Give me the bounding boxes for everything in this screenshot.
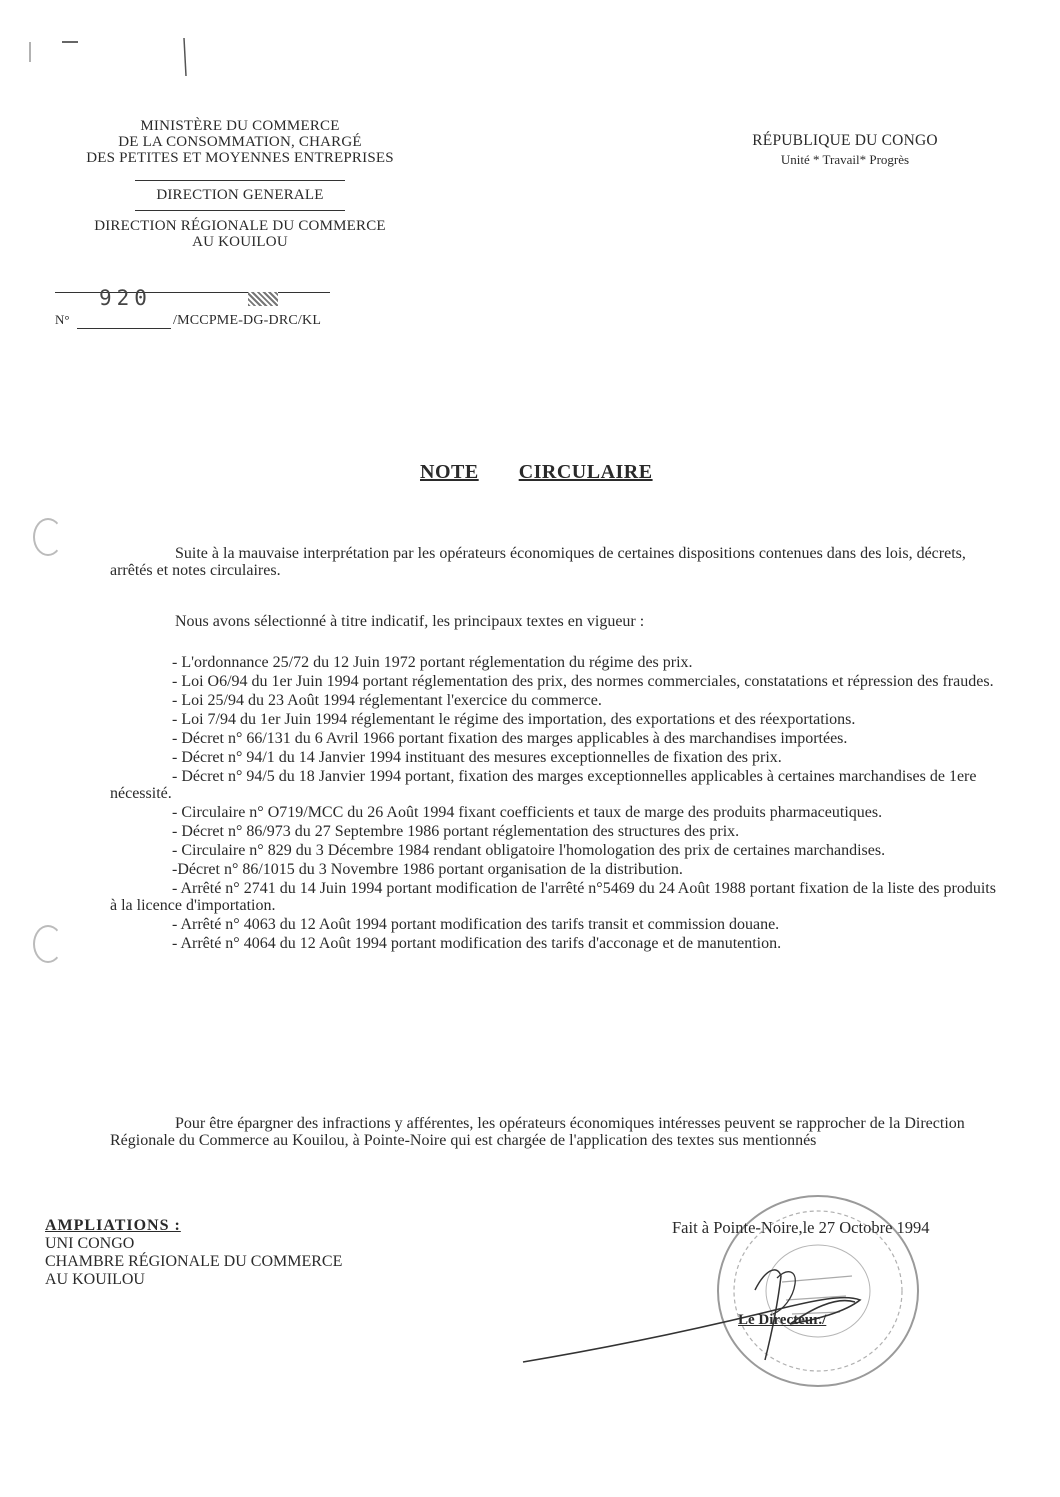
place-and-date: Fait à Pointe-Noire,le 27 Octobre 1994 (672, 1218, 930, 1237)
small-stamp-mark (248, 292, 278, 306)
intro-paragraph: Suite à la mauvaise interprétation par les opérateurs économiques de certaines dispositions contenues dans des lois, décrets, arrêtés et notes circulaires. (110, 545, 966, 579)
ministry-line-2: DE LA CONSOMMATION, CHARGÉ (118, 134, 362, 150)
list-item: - Arrêté n° 2741 du 14 Juin 1994 portant modification de l'arrêté n°5469 du 24 Août 1988 portant fixation de la liste des produits à la licence d'importation. (110, 880, 996, 914)
list-item: - Décret n° 94/1 du 14 Janvier 1994 instituant des mesures exceptionnelles de fixation des prix. (172, 749, 782, 766)
title-word-circulaire: CIRCULAIRE (518, 461, 653, 483)
ampliation-line: UNI CONGO (45, 1235, 135, 1252)
list-item: - L'ordonnance 25/72 du 12 Juin 1972 portant réglementation du régime des prix. (172, 654, 693, 671)
number-prefix: N° (55, 312, 70, 327)
texts-list (110, 654, 1000, 952)
list-item: - Circulaire n° O719/MCC du 26 Août 1994 fixant coefficients et taux de marge des produits pharmaceutiques. (172, 804, 883, 821)
punch-hole (33, 518, 63, 556)
ampliation-line: CHAMBRE RÉGIONALE DU COMMERCE (45, 1253, 343, 1270)
document-number: 920 (99, 286, 152, 310)
ministry-header (40, 118, 440, 250)
scan-marks (18, 28, 198, 98)
republic-header (720, 132, 970, 168)
ampliations-block (45, 1217, 342, 1289)
selection-sentence: Nous avons sélectionné à titre indicatif, les principaux textes en vigueur : (175, 613, 645, 630)
list-item: - Décret n° 86/973 du 27 Septembre 1986 portant réglementation des structures des prix. (172, 823, 740, 840)
ampliations-heading: AMPLIATIONS : (45, 1217, 181, 1234)
reference-code: /MCCPME-DG-DRC/KL (173, 313, 322, 328)
closing-paragraph: Pour être épargner des infractions y afférentes, les opérateurs économiques intéresses peuvent se rapprocher de la Direction Régionale du Commerce au Kouilou, à Pointe-Noire qui est chargée de l'application des textes sus mentionnés (110, 1115, 965, 1149)
title-word-note: NOTE (420, 461, 479, 483)
country-name: RÉPUBLIQUE DU CONGO (752, 132, 938, 149)
ministry-line-1: MINISTÈRE DU COMMERCE (140, 118, 340, 134)
handwritten-signature (515, 1250, 975, 1410)
list-item: - Arrêté n° 4064 du 12 Août 1994 portant modification des tarifs d'acconage et de manutention. (172, 935, 782, 952)
punch-hole (33, 925, 63, 963)
number-blank-line (77, 328, 171, 329)
direction-generale: DIRECTION GENERALE (156, 187, 324, 203)
document-title (420, 461, 720, 484)
ampliation-line: AU KOUILOU (45, 1271, 145, 1288)
list-item: - Loi 25/94 du 23 Août 1994 réglementant l'exercice du commerce. (172, 692, 602, 709)
reference-divider (55, 292, 330, 293)
direction-regionale-line-2: AU KOUILOU (192, 234, 288, 250)
national-motto: Unité * Travail* Progrès (780, 152, 910, 167)
list-item: - Circulaire n° 829 du 3 Décembre 1984 rendant obligatoire l'homologation des prix de certaines marchandises. (172, 842, 886, 859)
list-item: - Décret n° 94/5 du 18 Janvier 1994 portant, fixation des marges exceptionnelles applicables à certaines marchandises de 1ere nécessité. (110, 768, 977, 802)
ministry-line-3: DES PETITES ET MOYENNES ENTREPRISES (86, 150, 394, 166)
direction-regionale-line-1: DIRECTION RÉGIONALE DU COMMERCE (94, 218, 386, 234)
list-item: - Loi O6/94 du 1er Juin 1994 portant réglementation des prix, des normes commerciales, constatations et répression des fraudes. (172, 673, 994, 690)
list-item: - Décret n° 66/131 du 6 Avril 1966 portant fixation des marges applicables à des marchandises importées. (172, 730, 848, 747)
list-item: - Loi 7/94 du 1er Juin 1994 réglementant le régime des importation, des exportations et des réexportations. (172, 711, 856, 728)
list-item: - Arrêté n° 4063 du 12 Août 1994 portant modification des tarifs transit et commission douane. (172, 916, 780, 933)
signatory-title: Le Directeur./ (738, 1312, 827, 1328)
header-divider (135, 210, 345, 211)
list-item: -Décret n° 86/1015 du 3 Novembre 1986 portant organisation de la distribution. (172, 861, 683, 878)
reference-number (55, 286, 355, 332)
header-divider (135, 180, 345, 181)
